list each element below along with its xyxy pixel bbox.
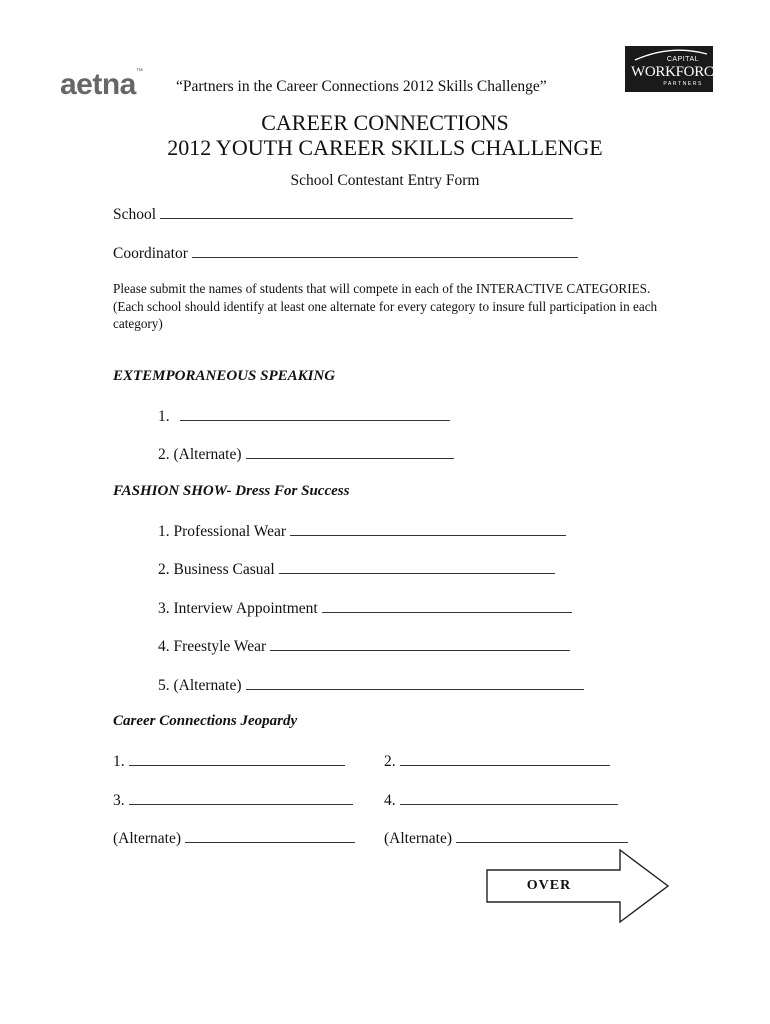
capital-workforce-partners-logo: CAPITAL WORKFORCE PARTNERS <box>625 46 713 92</box>
fashion-heading: FASHION SHOW- Dress For Success <box>113 483 350 499</box>
entry-line[interactable] <box>456 828 628 843</box>
list-item: 1. <box>158 406 450 426</box>
title-line-2: 2012 YOUTH CAREER SKILLS CHALLENGE <box>167 135 603 160</box>
entry-line[interactable] <box>185 828 355 843</box>
list-item: 1. <box>113 751 345 771</box>
list-item: 2. <box>384 751 610 771</box>
jeopardy-heading: Career Connections Jeopardy <box>113 713 298 729</box>
extemporaneous-heading: EXTEMPORANEOUS SPEAKING <box>113 368 336 384</box>
entry-line[interactable] <box>246 675 584 690</box>
entry-line[interactable] <box>129 751 345 766</box>
title-line-1: CAREER CONNECTIONS <box>261 110 509 135</box>
list-item: 1. Professional Wear <box>158 521 566 541</box>
list-item: 2. (Alternate) <box>158 444 454 464</box>
list-item: 4. <box>384 790 618 810</box>
list-item: (Alternate) <box>384 828 628 848</box>
entry-line[interactable] <box>290 521 566 536</box>
school-label: School <box>113 206 157 223</box>
list-item: 4. Freestyle Wear <box>158 636 570 656</box>
coordinator-field <box>113 243 578 263</box>
entry-line[interactable] <box>129 790 353 805</box>
entry-line[interactable] <box>400 751 610 766</box>
list-item: 3. <box>113 790 353 810</box>
entry-line[interactable] <box>246 444 454 459</box>
school-field <box>113 204 573 224</box>
entry-line[interactable] <box>322 598 572 613</box>
entry-line[interactable] <box>180 406 450 421</box>
instructions: Please submit the names of students that will compete in each of the INTERACTIVE CATEGORIES. (Each school should identify at least one alternate for every category to insure full participation in each category) <box>113 281 658 331</box>
entry-line[interactable] <box>400 790 618 805</box>
coordinator-label: Coordinator <box>113 245 188 262</box>
list-item: 3. Interview Appointment <box>158 598 572 618</box>
entry-line[interactable] <box>270 636 570 651</box>
over-arrow <box>484 848 674 924</box>
aetna-logo: aetna™ <box>60 68 143 101</box>
entry-line[interactable] <box>279 559 555 574</box>
list-item: (Alternate) <box>113 828 355 848</box>
tagline: “Partners in the Career Connections 2012 Skills Challenge” <box>176 78 547 95</box>
coordinator-input-line[interactable] <box>192 243 578 258</box>
over-label: OVER <box>526 878 572 893</box>
school-input-line[interactable] <box>160 204 573 219</box>
list-item: 5. (Alternate) <box>158 675 584 695</box>
form-subtitle: School Contestant Entry Form <box>290 172 480 189</box>
list-item: 2. Business Casual <box>158 559 555 579</box>
